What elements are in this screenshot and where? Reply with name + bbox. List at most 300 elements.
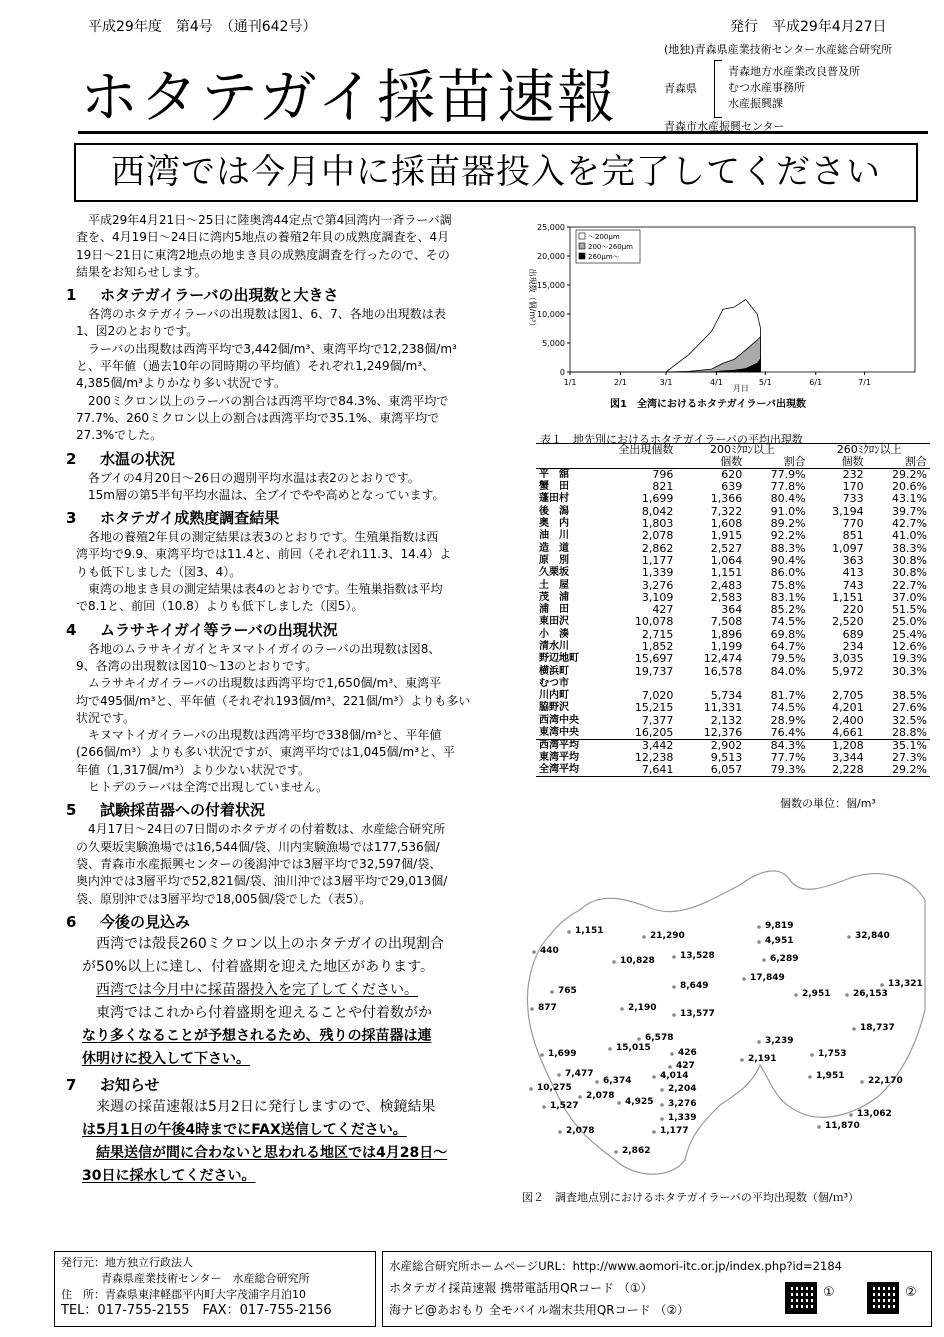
- figure1-chart: [520, 215, 930, 395]
- value-cell: [809, 678, 867, 690]
- footer-line: 青森県産業技術センター 水産総合研究所: [101, 1272, 310, 1285]
- value-cell: 1,366: [710, 492, 743, 506]
- station-value-label: 11,870: [825, 1121, 860, 1131]
- value-cell: 29.2%: [867, 469, 930, 482]
- section-heading: [66, 449, 514, 470]
- table-row: [536, 764, 930, 777]
- table1: [536, 443, 930, 777]
- station-value-label: 13,577: [680, 1009, 715, 1019]
- value-cell: 92.2%: [770, 529, 806, 543]
- value-cell: 689: [842, 627, 864, 641]
- station-dot: [810, 1053, 814, 1057]
- body-line: ヒトデのラーバは全湾で出現していません。: [88, 780, 329, 795]
- value-cell: 851: [842, 529, 864, 543]
- station-dot: [757, 925, 761, 929]
- value-cell: 2,583: [710, 590, 743, 604]
- qr-marker-2: ②: [905, 1285, 917, 1300]
- section-title: お知らせ: [100, 1075, 160, 1094]
- station-value-label: 1,951: [816, 1071, 845, 1081]
- location-cell: 東湾中央: [539, 726, 579, 738]
- station-dot: [762, 958, 766, 962]
- section-number: 3: [66, 509, 77, 528]
- station-dot: [550, 990, 554, 994]
- station-dot: [742, 977, 746, 981]
- station-dot: [620, 1007, 624, 1011]
- value-cell: 2,483: [710, 578, 743, 592]
- station-dot: [860, 1080, 864, 1084]
- intro-line: 19日～21日に東湾2地点の地まき貝の成熟度調査を行ったので、その: [76, 247, 450, 262]
- station-dot: [668, 1065, 672, 1069]
- value-cell: 1,097: [832, 541, 864, 555]
- value-cell: 1,896: [710, 627, 743, 641]
- section-number: 5: [66, 801, 77, 820]
- value-cell: 4,201: [832, 701, 864, 715]
- table-row: [536, 665, 930, 677]
- station-dot: [617, 1101, 621, 1105]
- location-cell: 蟹 田: [539, 481, 569, 493]
- value-cell: 1,151: [832, 590, 864, 604]
- value-cell: [745, 678, 808, 690]
- station-value-label: 1,527: [550, 1101, 579, 1111]
- value-cell: 5,734: [710, 689, 743, 703]
- station-value-label: 13,321: [888, 979, 923, 989]
- station-value-label: 426: [678, 1048, 697, 1058]
- body-line: 袋、青森市水産振興センターの後潟沖では3層平均で32,597個/袋、: [76, 856, 442, 871]
- issue-date: 発行 平成29年4月27日: [730, 19, 887, 35]
- value-cell: 37.0%: [892, 590, 927, 604]
- station-value-label: 6,289: [770, 954, 799, 964]
- value-cell: 3,194: [832, 504, 864, 518]
- station-dot: [794, 993, 798, 997]
- value-cell: 43.1%: [892, 492, 927, 506]
- location-cell: 土 屋: [539, 579, 569, 591]
- body-line: 東湾ではこれから付着盛期を迎えることや付着数がか: [96, 1004, 432, 1021]
- value-cell: 3,442: [582, 739, 676, 752]
- intro-line: 査を、4月19日～24日に湾内5地点の養殖2年貝の成熟度調査を、4月: [76, 230, 450, 245]
- value-cell: 7,508: [710, 615, 743, 629]
- station-dot: [558, 1130, 562, 1134]
- value-cell: 38.3%: [892, 541, 927, 555]
- value-cell: 2,078: [641, 529, 674, 543]
- table-header: 200ﾐｸﾛﾝ以上: [676, 444, 808, 457]
- value-cell: 35.1%: [867, 739, 930, 752]
- station-dot: [540, 1053, 544, 1057]
- station-value-label: 13,528: [680, 951, 715, 961]
- station-dot: [845, 993, 849, 997]
- value-cell: 32.5%: [892, 713, 927, 727]
- section-title: ムラサキイガイ等ラーバの出現状況: [100, 620, 338, 639]
- emphasis-line: [66, 979, 514, 1002]
- table1-title: 表１ 地先別におけるホタテガイラーバの平均出現数: [540, 433, 803, 446]
- station-dot: [660, 1088, 664, 1092]
- value-cell: 12.6%: [892, 640, 927, 653]
- value-cell: 12,376: [703, 725, 743, 739]
- body-line: で8.1と、前回（10.8）よりも低下しました（図5）。: [76, 599, 364, 614]
- value-cell: 29.2%: [867, 764, 930, 777]
- emphasis-line: 休明けに投入して下さい。: [82, 1050, 250, 1067]
- value-cell: 639: [721, 480, 743, 494]
- location-cell: 後 潟: [539, 505, 569, 517]
- value-cell: 69.8%: [770, 627, 806, 641]
- table-row: [536, 690, 930, 702]
- table1-body: [536, 469, 930, 777]
- body-line: 4月17日～24日の7日間のホタテガイの付着数は、水産総合研究所: [88, 822, 446, 837]
- footer-line: TEL：017-755-2155 FAX：017-755-2156: [61, 1303, 332, 1318]
- station-value-label: 10,828: [620, 956, 655, 966]
- station-value-label: 17,849: [750, 973, 785, 983]
- value-cell: 7,322: [710, 504, 743, 518]
- station-value-label: 1,699: [548, 1049, 577, 1059]
- value-cell: 27.3%: [892, 751, 927, 765]
- station-value-label: 4,014: [660, 1071, 689, 1081]
- station-dot: [672, 985, 676, 989]
- value-cell: 27.6%: [892, 701, 927, 715]
- value-cell: 8,042: [641, 504, 674, 518]
- station-value-label: 18,737: [860, 1023, 895, 1033]
- section-title: ホタテガイ成熟度調査結果: [100, 509, 280, 528]
- station-dot: [849, 1113, 853, 1117]
- body-line: 袋、原別沖では3層平均で18,005個/袋でした（表5）。: [76, 891, 372, 906]
- station-dot: [740, 1058, 744, 1062]
- y-tick-label: 15,000: [537, 281, 565, 290]
- value-cell: 83.1%: [770, 590, 806, 604]
- station-dot: [532, 950, 536, 954]
- section-heading: [66, 620, 514, 641]
- station-value-label: 15,015: [616, 1043, 651, 1053]
- sub-office: むつ水産事務所: [728, 81, 805, 94]
- emphasis-line: 30日に採水してください。: [82, 1167, 256, 1184]
- body-line: と、平年値（過去10年の同時期の平均値）それぞれ1,249個/m³、: [76, 359, 435, 374]
- value-cell: 12,238: [634, 751, 674, 765]
- issue-number: 平成29年度 第4号 （通刊642号）: [88, 19, 317, 35]
- value-cell: 30.8%: [892, 566, 927, 580]
- location-cell: 西湾中央: [539, 714, 579, 726]
- table-row: [536, 653, 930, 665]
- table-subheader: 個数: [720, 455, 743, 468]
- value-cell: 30.3%: [892, 664, 927, 678]
- value-cell: 2,520: [832, 615, 864, 629]
- value-cell: 3,344: [832, 751, 864, 765]
- value-cell: 25.0%: [892, 615, 927, 629]
- station-dot: [757, 940, 761, 944]
- station-dot: [608, 1047, 612, 1051]
- table-row: [536, 469, 930, 482]
- value-cell: 363: [842, 553, 864, 567]
- body-line: 湾平均で9.9、東湾平均では11.4と、前回（それぞれ11.3、14.4）よ: [76, 547, 452, 562]
- body-line: 状況です。: [76, 710, 136, 725]
- value-cell: [867, 678, 930, 690]
- station-value-label: 1,339: [668, 1113, 697, 1123]
- value-cell: 220: [842, 603, 864, 617]
- section-heading: [66, 912, 514, 933]
- location-cell: 奥 内: [539, 518, 569, 530]
- table-subheader: 割合: [783, 455, 806, 468]
- station-dot: [852, 1027, 856, 1031]
- station-value-label: 877: [538, 1003, 557, 1013]
- value-cell: 234: [842, 640, 864, 653]
- location-cell: 油 川: [539, 530, 569, 542]
- value-cell: 364: [721, 603, 743, 617]
- station-dot: [757, 1040, 761, 1044]
- value-cell: 90.4%: [770, 553, 806, 567]
- legend-label: 260μm～: [588, 253, 620, 261]
- value-cell: 2,715: [641, 627, 674, 641]
- body-line: (266個/m³）よりも多い状況ですが、東湾平均では1,045個/m³と、平: [76, 745, 456, 760]
- value-cell: 80.4%: [770, 492, 806, 506]
- y-tick-label: 0: [559, 368, 565, 377]
- table-row: [536, 592, 930, 604]
- x-tick-label: 7/1: [858, 378, 871, 387]
- body-line: ムラサキイガイラーバの出現数は西湾平均で1,650個/m³、東湾平: [88, 676, 442, 691]
- station-value-label: 6,374: [603, 1076, 632, 1086]
- value-cell: 19.3%: [892, 652, 927, 666]
- value-cell: 3,276: [641, 578, 674, 592]
- x-tick-label: 6/1: [809, 378, 823, 387]
- location-cell: 東田沢: [539, 616, 569, 628]
- emphasis-line: なり多くなることが予想されるため、残りの採苗器は連: [82, 1027, 432, 1044]
- value-cell: 2,400: [832, 713, 864, 727]
- value-cell: 76.4%: [770, 725, 806, 739]
- station-dot: [672, 1013, 676, 1017]
- body-line: 27.3%でした。: [76, 428, 163, 443]
- station-value-label: 1,151: [575, 926, 604, 936]
- value-cell: 1,177: [641, 553, 674, 567]
- qr-code-2[interactable]: [867, 1282, 899, 1314]
- station-dot: [670, 1052, 674, 1056]
- station-value-label: 1,177: [660, 1126, 689, 1136]
- value-cell: 75.8%: [770, 578, 806, 592]
- fig1-plot-group: [528, 223, 915, 393]
- x-tick-label: 3/1: [659, 378, 673, 387]
- x-tick-label: 1/1: [563, 378, 577, 387]
- value-cell: 7,020: [641, 689, 674, 703]
- location-cell: 造 道: [539, 542, 569, 554]
- station-value-label: 3,276: [668, 1099, 697, 1109]
- body-line: りも低下しました（図3、4）。: [76, 564, 242, 579]
- station-dot: [530, 1007, 534, 1011]
- section-number: 2: [66, 449, 77, 468]
- value-cell: 743: [842, 578, 864, 592]
- location-cell: 川内町: [539, 690, 569, 702]
- value-cell: 6,057: [676, 764, 745, 777]
- body-line: 来週の採苗速報は5月2日に発行しますので、検鏡結果: [96, 1098, 436, 1115]
- value-cell: 2,527: [710, 541, 743, 555]
- legend-swatch: [579, 243, 585, 249]
- table-subheader: [536, 456, 582, 469]
- station-value-label: 10,275: [537, 1083, 572, 1093]
- location-cell: 浦 田: [539, 604, 569, 616]
- station-dot: [660, 1103, 664, 1107]
- station-value-label: 22,170: [868, 1076, 903, 1086]
- station-value-label: 6,578: [645, 1033, 674, 1043]
- value-cell: 2,132: [710, 713, 743, 727]
- table-row: [536, 567, 930, 579]
- value-cell: [676, 678, 745, 690]
- section-number: 6: [66, 912, 77, 931]
- value-cell: 413: [842, 566, 864, 580]
- value-cell: 11,331: [703, 701, 743, 715]
- value-cell: 77.9%: [745, 469, 808, 482]
- value-cell: 1,803: [641, 517, 674, 531]
- value-cell: 821: [652, 480, 674, 494]
- station-dot: [542, 1105, 546, 1109]
- value-cell: 796: [582, 469, 676, 482]
- section-number: 1: [66, 286, 77, 305]
- station-value-label: 1,753: [818, 1049, 847, 1059]
- value-cell: 5,972: [832, 664, 864, 678]
- station-value-label: 2,078: [586, 1091, 615, 1101]
- value-cell: 12,474: [703, 652, 743, 666]
- table-row: [536, 702, 930, 714]
- sub-office: 水産振興課: [728, 97, 783, 110]
- value-cell: 2,902: [676, 739, 745, 752]
- station-value-label: 4,925: [625, 1097, 654, 1107]
- station-value-label: 7,477: [565, 1069, 594, 1079]
- location-cell: 清水川: [539, 641, 569, 652]
- footer-links-box: [382, 1251, 932, 1327]
- value-cell: 170: [842, 480, 864, 494]
- location-cell: 野辺地町: [539, 653, 579, 665]
- value-cell: 74.5%: [770, 701, 806, 715]
- table-subheader: 個数: [841, 455, 864, 468]
- location-cell: 全湾平均: [536, 764, 582, 777]
- legend-swatch: [579, 253, 585, 259]
- table-row: [536, 481, 930, 493]
- body-line: 200ミクロン以上のラーバの割合は西湾平均で84.3%、東湾平均で: [88, 393, 449, 408]
- figure1-caption: 図1 全湾におけるホタテガイラーバ出現数: [610, 399, 806, 410]
- table-row: [536, 530, 930, 542]
- value-cell: 85.2%: [770, 603, 806, 617]
- value-cell: 1,199: [710, 640, 743, 653]
- qr-caption-2: 海ナビ@あおもり 全モバイル端末共用QRコード （②）: [389, 1303, 690, 1317]
- station-dot: [660, 1117, 664, 1121]
- table-row: [536, 579, 930, 591]
- x-tick-label: 4/1: [710, 378, 723, 387]
- intro-line: 結果をお知らせします。: [76, 264, 207, 279]
- value-cell: 77.7%: [770, 751, 806, 765]
- station-dot: [612, 960, 616, 964]
- table-row: [536, 678, 930, 690]
- value-cell: 1,915: [710, 529, 743, 543]
- station-dot: [614, 1150, 618, 1154]
- body-line: 1、図2のとおりです。: [76, 324, 199, 339]
- station-value-label: 2,191: [748, 1054, 777, 1064]
- station-dot: [817, 1125, 821, 1129]
- station-value-label: 26,153: [853, 989, 888, 999]
- station-value-label: 2,951: [802, 989, 831, 999]
- section-title: 今後の見込み: [100, 912, 191, 931]
- value-cell: 232: [809, 469, 867, 482]
- section-heading: [66, 800, 514, 821]
- x-tick-label: 2/1: [614, 378, 627, 387]
- prefecture-label: 青森県: [664, 82, 697, 95]
- value-cell: 2,228: [809, 764, 867, 777]
- masthead-rule: [78, 131, 928, 134]
- table-header: 260ﾐｸﾛﾝ以上: [809, 444, 930, 457]
- section-number: 7: [66, 1075, 77, 1094]
- location-cell: 平 舘: [536, 469, 582, 482]
- value-cell: 89.2%: [770, 517, 806, 531]
- value-cell: 16,205: [634, 725, 674, 739]
- value-cell: 84.0%: [770, 664, 806, 678]
- value-cell: 10,078: [634, 615, 674, 629]
- station-dot: [578, 1095, 582, 1099]
- station-dot: [529, 1087, 533, 1091]
- value-cell: 1,699: [641, 492, 674, 506]
- value-cell: 28.8%: [892, 725, 927, 739]
- section-title: 試験採苗器への付着状況: [100, 801, 266, 820]
- emphasis-line: は5月1日の午後4時までにFAX送信してください。: [82, 1121, 407, 1138]
- body-line: 各地の養殖2年貝の測定結果は表3のとおりです。生殖巣指数は西: [88, 530, 439, 545]
- station-dot: [595, 1080, 599, 1084]
- station-value-label: 9,819: [765, 921, 794, 931]
- body-line: 東湾の地まき貝の測定結果は表4のとおりです。生殖巣指数は平均: [88, 582, 443, 597]
- location-cell: 久栗坂: [539, 567, 569, 579]
- x-tick-label: 5/1: [758, 378, 772, 387]
- body-line: 年値（1,317個/m³）より少ない状況です。: [76, 762, 310, 777]
- y-tick-label: 5,000: [542, 339, 565, 348]
- value-cell: 4,661: [832, 725, 864, 739]
- station-value-label: 2,190: [628, 1003, 657, 1013]
- section-heading: [66, 1075, 514, 1096]
- value-cell: 30.8%: [892, 553, 927, 567]
- value-cell: 2,862: [641, 541, 674, 555]
- homepage-url-link[interactable]: 水産総合研究所ホームページURL：http://www.aomori-itc.or.jp/index.php?id=2184: [389, 1259, 842, 1273]
- value-cell: 25.4%: [892, 627, 927, 641]
- table-row: [536, 641, 930, 653]
- location-cell: 蓬田村: [539, 493, 569, 505]
- station-value-label: 765: [558, 986, 577, 996]
- body-line: 西湾では殻長260ミクロン以上のホタテガイの出現割合: [96, 935, 445, 952]
- station-dot: [672, 955, 676, 959]
- sub-offices: [728, 64, 860, 112]
- table-row: [536, 616, 930, 628]
- value-cell: 38.5%: [892, 689, 927, 703]
- value-cell: 7,641: [582, 764, 676, 777]
- value-cell: 16,578: [703, 664, 743, 678]
- location-cell: 原 別: [539, 554, 569, 566]
- legend-label: ～200μm: [588, 233, 620, 241]
- station-value-label: 3,239: [765, 1036, 794, 1046]
- location-cell: 東湾平均: [539, 752, 579, 764]
- value-cell: 41.0%: [892, 529, 927, 543]
- value-cell: 19,737: [634, 664, 674, 678]
- y-axis-label: 出現数（個/m³）: [528, 268, 537, 331]
- legend-swatch: [579, 233, 585, 239]
- footer-line: 住 所：青森県東津軽郡平内町大字茂浦字月泊10: [61, 1288, 306, 1301]
- footer-publisher-box: [54, 1251, 376, 1327]
- figure2-caption: 図２ 調査地点別におけるホタテガイラーバの平均出現数（個/ｍ³）: [522, 1191, 860, 1204]
- table-row: [536, 555, 930, 567]
- station-value-label: 4,951: [765, 936, 794, 946]
- body-line: の久栗坂実験漁場では16,544個/袋、川内実験漁場では177,536個/: [76, 839, 440, 854]
- body-line: 9、各湾の出現数は図10～13のとおりです。: [76, 658, 318, 673]
- value-cell: 84.3%: [745, 739, 808, 752]
- station-value-label: 13,062: [857, 1109, 892, 1119]
- location-cell: 西湾平均: [536, 739, 582, 752]
- section-number: 4: [66, 620, 77, 639]
- station-dot: [652, 1075, 656, 1079]
- station-dot: [642, 935, 646, 939]
- station-value-label: 8,649: [680, 981, 709, 991]
- station-dot: [880, 983, 884, 987]
- table-subheader: [582, 456, 676, 469]
- value-cell: 81.7%: [770, 689, 806, 703]
- value-cell: 88.3%: [770, 541, 806, 555]
- value-cell: 9,513: [710, 751, 743, 765]
- qr-code-1[interactable]: [785, 1282, 817, 1314]
- underlined-emphasis: 西湾では今月中に採苗器投入を完了してください。: [96, 981, 418, 998]
